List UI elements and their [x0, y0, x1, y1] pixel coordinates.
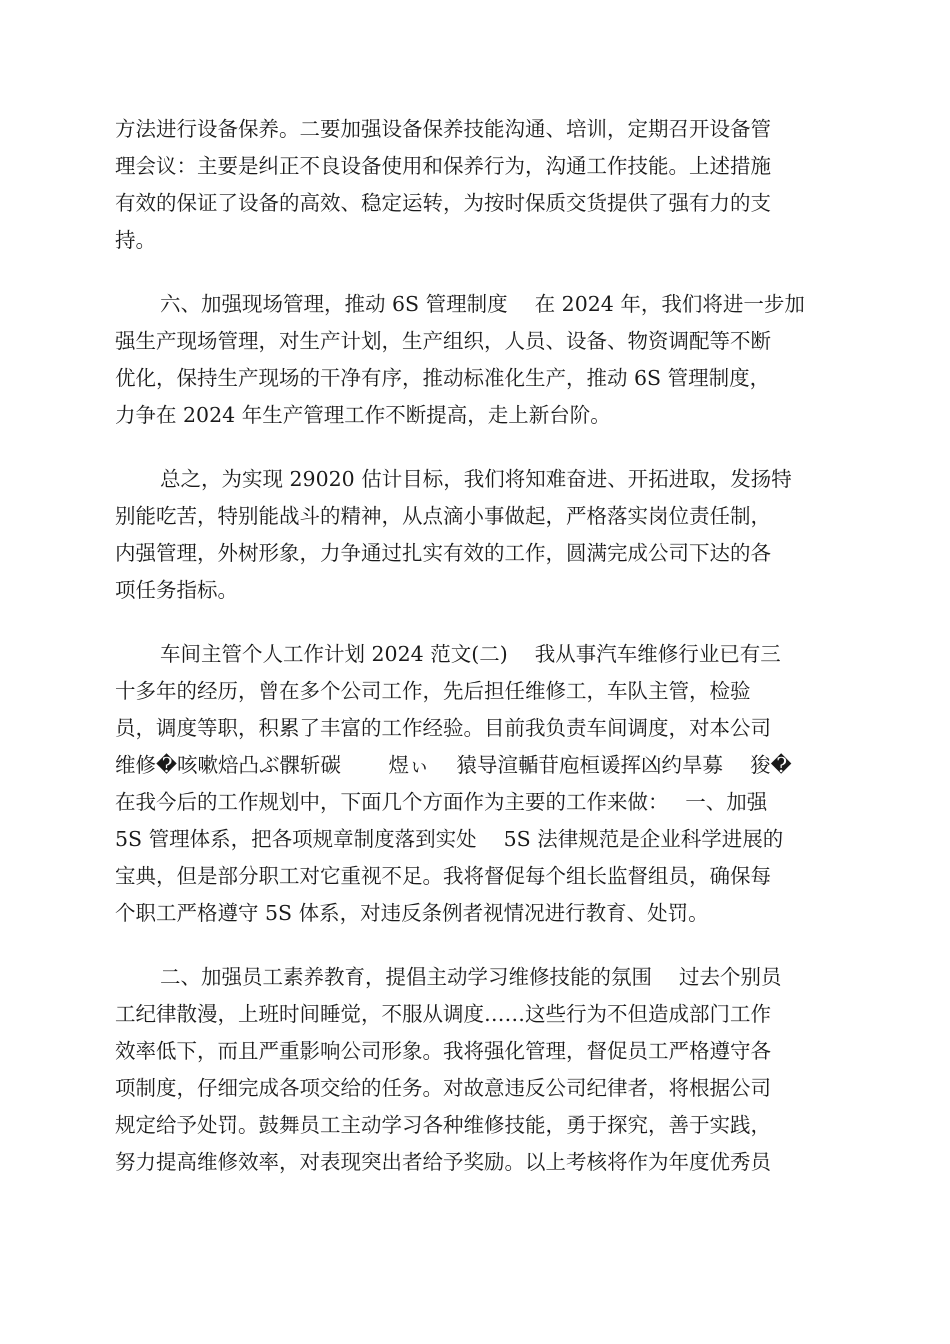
paragraph-6s-management [115, 286, 835, 434]
text-line: 有效的保证了设备的高效、稳定运转，为按时保质交货提供了强有力的支 [115, 191, 771, 215]
paragraph-sample-two [115, 636, 835, 932]
text-line: 5S 管理体系，把各项规章制度落到实处 5S 法律规范是企业科学进展的 [115, 827, 784, 851]
text-line: 内强管理，外树形象，力争通过扎实有效的工作，圆满完成公司下达的各 [115, 541, 771, 565]
text-line: 个职工严格遵守 5S 体系，对违反条例者视情况进行教育、处罚。 [115, 901, 709, 925]
text-line: 效率低下，而且严重影响公司形象。我将强化管理，督促员工严格遵守各 [115, 1039, 771, 1063]
text-line: 在我今后的工作规划中，下面几个方面作为主要的工作来做： 一、加强 [115, 790, 768, 814]
text-line: 维修�咳嗽焙凸ぶ髁斩碳 煜ぃ 猿导渲輴苷庖桓谖挥凶约旱募 狻� [115, 753, 792, 777]
text-line: 总之，为实现 29020 估计目标，我们将知难奋进、开拓进取，发扬特 [160, 467, 792, 491]
text-line: 强生产现场管理，对生产计划，生产组织，人员、设备、物资调配等不断 [115, 329, 771, 353]
text-line: 员，调度等职，积累了丰富的工作经验。目前我负责车间调度，对本公司 [115, 716, 771, 740]
paragraph-equipment-maintenance [115, 111, 835, 259]
text-line: 项任务指标。 [115, 578, 238, 602]
text-line: 优化，保持生产现场的干净有序，推动标准化生产，推动 6S 管理制度， [115, 366, 771, 390]
paragraph-summary [115, 461, 835, 609]
text-line: 二、加强员工素养教育，提倡主动学习维修技能的氛围 过去个别员 [160, 965, 782, 989]
text-line: 努力提高维修效率，对表现突出者给予奖励。以上考核将作为年度优秀员 [115, 1150, 771, 1174]
text-line: 宝典，但是部分职工对它重视不足。我将督促每个组长监督组员，确保每 [115, 864, 771, 888]
text-line: 方法进行设备保养。二要加强设备保养技能沟通、培训，定期召开设备管 [115, 117, 771, 141]
paragraph-staff-education [115, 959, 835, 1181]
text-line: 六、加强现场管理，推动 6S 管理制度 在 2024 年，我们将进一步加 [160, 292, 805, 316]
text-line: 规定给予处罚。鼓舞员工主动学习各种维修技能，勇于探究，善于实践， [115, 1113, 771, 1137]
text-line: 工纪律散漫，上班时间睡觉，不服从调度……这些行为不但造成部门工作 [115, 1002, 771, 1026]
text-line: 别能吃苦，特别能战斗的精神，从点滴小事做起，严格落实岗位责任制， [115, 504, 771, 528]
document-body [115, 111, 835, 1208]
text-line: 持。 [115, 228, 156, 252]
text-line: 理会议：主要是纠正不良设备使用和保养行为，沟通工作技能。上述措施 [115, 154, 771, 178]
text-line: 项制度，仔细完成各项交给的任务。对故意违反公司纪律者，将根据公司 [115, 1076, 771, 1100]
text-line: 十多年的经历，曾在多个公司工作，先后担任维修工，车队主管，检验 [115, 679, 751, 703]
text-line: 车间主管个人工作计划 2024 范文(二) 我从事汽车维修行业已有三 [160, 642, 781, 666]
text-line: 力争在 2024 年生产管理工作不断提高，走上新台阶。 [115, 403, 611, 427]
